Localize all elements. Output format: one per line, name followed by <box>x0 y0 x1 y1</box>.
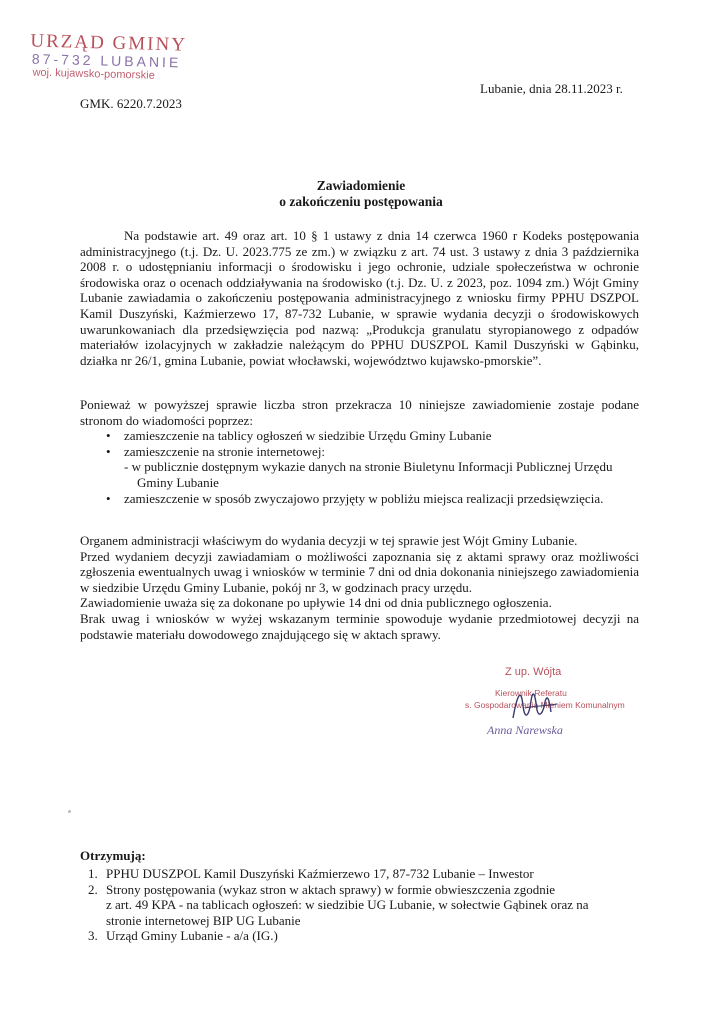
recipients-list <box>80 866 640 944</box>
reference-number: GMK. 6220.7.2023 <box>80 96 182 111</box>
list-item <box>80 491 639 507</box>
list-item <box>80 428 639 444</box>
paragraph-3-line-1: Organem administracji właściwym do wydania decyzji w tej sprawie jest Wójt Gminy Lubanie. <box>80 533 578 548</box>
document-title <box>0 178 722 210</box>
paragraph-2-intro: Ponieważ w powyższej sprawie liczba stron przekracza 10 niniejsze zawiadomienie zostaje podane stronom do wiadomości poprzez: <box>80 397 639 428</box>
bullet-text: zamieszczenie w sposób zwyczajowo przyjęty w pobliżu miejsca realizacji przedsięwzięcia. <box>124 490 604 506</box>
bullet-icon: • <box>106 443 111 459</box>
item-number: 1. <box>88 866 98 881</box>
bullet-icon: • <box>106 428 111 444</box>
place-date: Lubanie, dnia 28.11.2023 r. <box>480 81 623 96</box>
recipient-line: Urząd Gminy Lubanie - a/a (IG.) <box>106 928 278 944</box>
item-number: 3. <box>88 928 98 944</box>
paragraph-3-line-2: Przed wydaniem decyzji zawiadamiam o możliwości zapoznania się z aktami sprawy oraz możliwości zgłoszenia ewentualnych uwag i wniosków w terminie 7 dni od dnia dokonania niniejszego zawiadomienia w siedzibie Urzędu Gminy Lubanie, pokój nr 3, w godzinach pracy urzędu. <box>80 548 639 595</box>
sub-item-line-2: Gminy Lubanie <box>137 474 219 490</box>
recipient-line: PPHU DUSZPOL Kamil Duszyński Kaźmierzewo 17, 87-732 Lubanie – Inwestor <box>106 866 534 881</box>
recipients-header: Otrzymują: <box>80 848 146 863</box>
bullet-icon: • <box>106 490 111 506</box>
paragraph-3-line-3: Zawiadomienie uważa się za dokonane po upływie 14 dni od dnia publicznego ogłoszenia. <box>80 595 552 611</box>
list-item <box>80 928 640 944</box>
handwritten-signature-icon <box>505 676 565 726</box>
notification-methods-list-continued <box>80 491 639 507</box>
office-stamp <box>29 32 220 84</box>
sub-list-item <box>80 459 639 490</box>
stamp-line-2: 87-732 LUBANIE <box>31 50 182 71</box>
paragraph-1-text: Na podstawie art. 49 oraz art. 10 § 1 ustawy z dnia 14 czerwca 1960 r Kodeks postępowania administracyjnego (t.j. Dz. U. 2023.775 ze zm.) w związku z art. 74 ust. 3 ustawy z dnia 3 października 2008 r. o udostępnianiu informacji o środowisku i jego ochronie, udziale społeczeństwa w ochronie środowiska oraz o ocenach oddziaływania na środowisko (t.j. Dz. U. z 2023, poz. 1094 zm.) Wójt Gminy Lubanie zawiadamia o zakończeniu postępowania administracyjnego z wniosku firmy PPHU DSZPOL Kamil Duszyński, Kaźmierzewo 17, 87-732 Lubanie, w sprawie wydania decyzji o środowiskowych uwarunkowaniach dla przedsięwzięcia pod nazwą: „Produkcja granulatu styropianowego z odpadów materiałów izolacyjnych w zakładzie należącym do PPHU DUSZPOL Kamil Duszyński w Gąbinku, działka nr 26/1, gmina Lubanie, powiat włocławski, województwo kujawsko-pmorskie”. <box>80 228 639 368</box>
signature-block <box>465 666 625 738</box>
signature-position-1: Kierownik Referatu <box>495 688 567 698</box>
signature-zup: Z up. Wójta <box>505 666 562 678</box>
item-number: 2. <box>88 881 98 897</box>
stamp-line-1: URZĄD GMINY <box>30 30 188 56</box>
legal-basis-paragraph <box>80 228 639 368</box>
recipient-line: stronie internetowej BIP UG Lubanie <box>106 912 301 928</box>
list-item <box>80 866 640 882</box>
title-line-2: o zakończeniu postępowania <box>279 194 443 209</box>
bullet-text: zamieszczenie na stronie internetowej: <box>124 443 326 459</box>
procedure-info-section <box>80 533 639 642</box>
signature-position-2: s. Gospodarowania Mieniem Komunalnym <box>465 700 625 710</box>
title-line-1: Zawiadomienie <box>316 178 406 193</box>
signatory-name: Anna Narewska <box>487 723 563 737</box>
list-item <box>80 882 640 929</box>
notification-methods-list <box>80 428 639 459</box>
stamp-line-3: woj. kujawsko-pomorskie <box>32 66 155 82</box>
paragraph-3-line-4: Brak uwag i wniosków w wyżej wskazanym terminie spowoduje wydanie przedmiotowej decyzji na podstawie materiału dowodowego znajdującego się w aktach sprawy. <box>80 610 639 642</box>
sub-item-line-1: - w publicznie dostępnym wykazie danych na stronie Biuletynu Informacji Publicznej Urzędu <box>124 459 613 475</box>
recipient-line: Strony postępowania (wykaz stron w aktach sprawy) w formie obwieszczenia zgodnie <box>106 881 556 897</box>
bullet-text: zamieszczenie na tablicy ogłoszeń w siedzibie Urzędu Gminy Lubanie <box>124 428 492 444</box>
recipient-line: z art. 49 KPA - na tablicach ogłoszeń: w siedzibie UG Lubanie, w sołectwie Gąbinek oraz na <box>106 897 589 913</box>
scan-speck <box>68 810 71 813</box>
notification-method-section <box>80 397 639 506</box>
list-item <box>80 444 639 460</box>
